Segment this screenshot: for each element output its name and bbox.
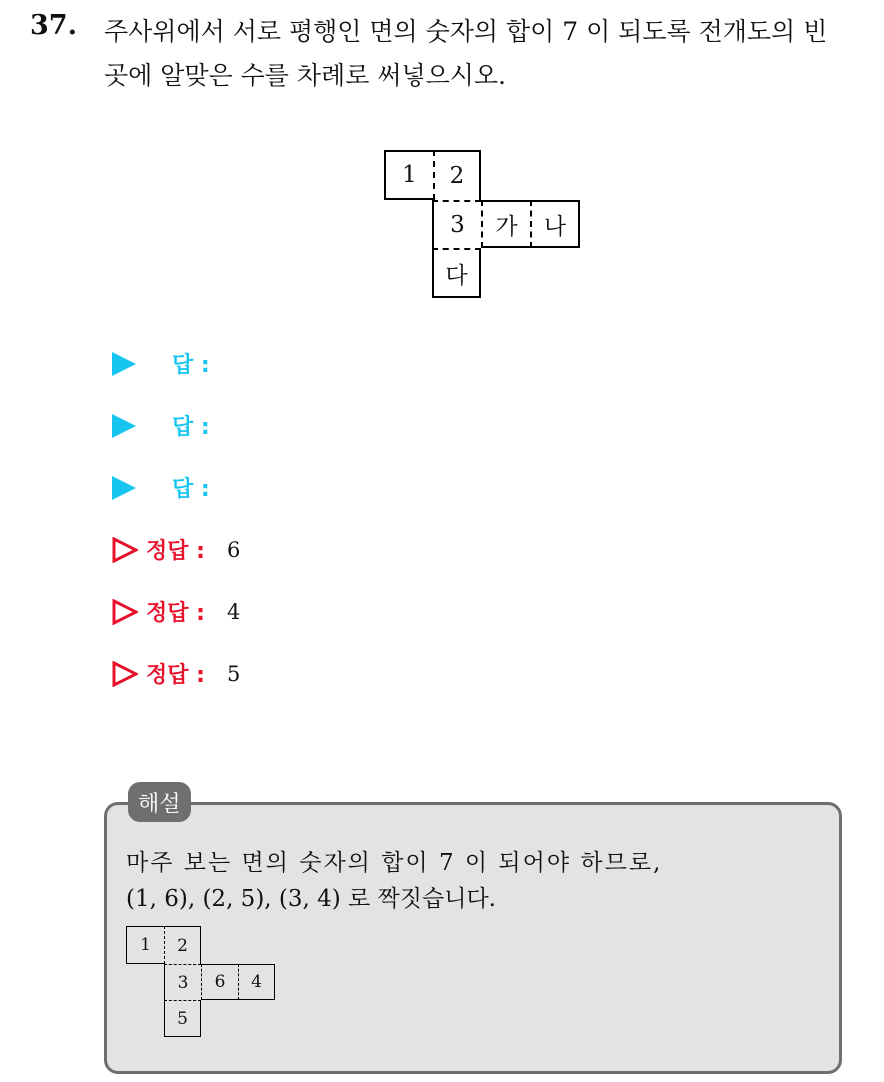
correct-arrow-icon [112,537,138,563]
correct-answer-label: 정답 : [146,539,205,564]
net-cell-3: 3 [432,200,481,248]
answer-label: 답 : [172,353,210,378]
answer-arrow-icon [112,414,136,438]
solution-net-cell-2: 2 [164,926,201,964]
answer-arrow-icon [112,476,136,500]
solution-dice-net [126,926,275,1037]
net-cell-1: 1 [384,150,433,200]
question-text-line-1: 주사위에서 서로 평행인 면의 숫자의 합이 7 이 되도록 전개도의 빈 [104,17,828,46]
correct-arrow-icon [112,661,138,687]
solution-net-cell-1: 1 [126,926,164,964]
net-cell-ga: 가 [481,200,530,248]
solution-net-cell-da: 5 [164,1000,201,1037]
correct-answer-label: 정답 : [146,601,205,626]
net-cell-da: 다 [432,248,481,298]
correct-answer-value: 5 [226,661,241,686]
answer-row [112,410,210,441]
correct-answer-row [112,658,240,689]
correct-answer-row [112,596,240,627]
solution-net-cell-na: 4 [238,964,275,1000]
question-number: 37. [30,10,77,41]
net-cell-2: 2 [433,150,481,200]
correct-answer-value: 6 [226,537,241,562]
solution-tag: 해설 [128,782,191,822]
answer-label: 답 : [172,477,210,502]
answer-row [112,348,210,379]
answer-row [112,472,210,503]
solution-text-line-2: (1, 6), (2, 5), (3, 4) 로 짝짓습니다. [126,886,496,912]
net-cell-na: 나 [530,200,580,248]
correct-answer-row [112,534,240,565]
dice-net [384,150,580,298]
solution-net-cell-ga: 6 [201,964,238,1000]
solution-net-cell-3: 3 [164,964,201,1000]
correct-answer-value: 4 [226,599,241,624]
solution-text-line-1: 마주 보는 면의 숫자의 합이 7 이 되어야 하므로, [126,850,663,876]
correct-answer-label: 정답 : [146,663,205,688]
answer-arrow-icon [112,352,136,376]
answer-label: 답 : [172,415,210,440]
question-text-line-2: 곳에 알맞은 수를 차례로 써넣으시오. [104,61,506,90]
correct-arrow-icon [112,599,138,625]
